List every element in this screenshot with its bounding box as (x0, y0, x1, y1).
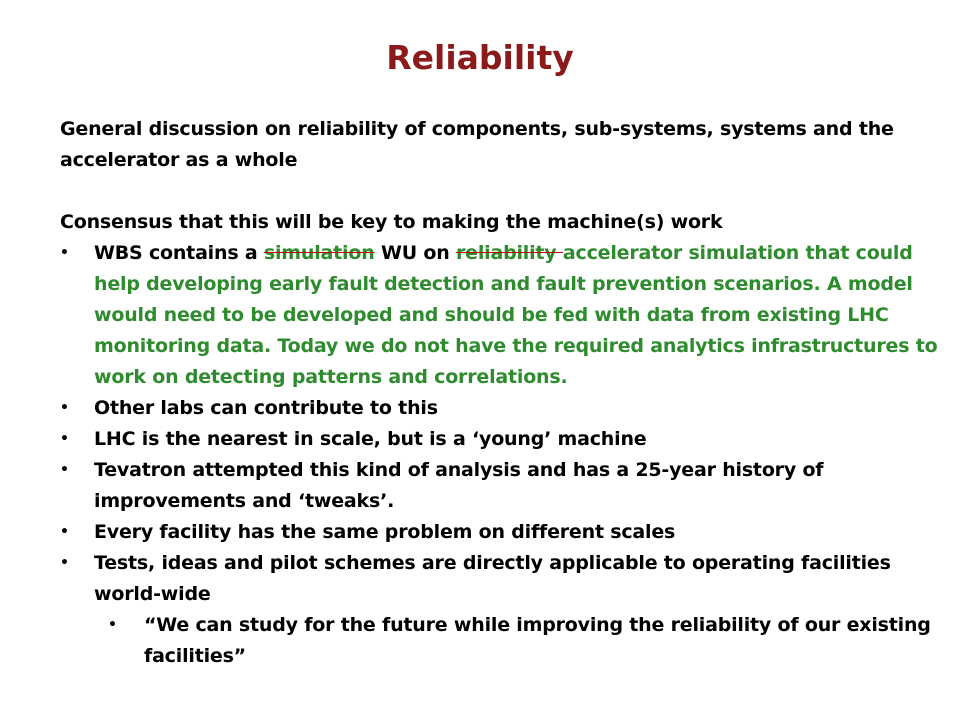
bullet-icon: • (60, 245, 69, 261)
list-item (60, 424, 940, 455)
bullet-icon: • (108, 617, 117, 633)
list-item-text: Every facility has the same problem on different scales (94, 521, 676, 543)
bullet-icon: • (60, 431, 69, 447)
slide-title: Reliability (386, 38, 574, 77)
list-item (60, 517, 940, 548)
list-item-wbs (60, 238, 940, 393)
list-item-text: Other labs can contribute to this (94, 397, 438, 419)
bullet-icon: • (60, 524, 69, 540)
list-item-text: Tests, ideas and pilot schemes are directly applicable to operating facilities world-wide (94, 552, 891, 605)
bullet-icon: • (60, 400, 69, 416)
list-item (60, 393, 940, 424)
struck-text-reliability: reliability (455, 242, 563, 264)
sub-list-item (60, 610, 940, 672)
bullet-list (60, 238, 940, 672)
bullet-icon: • (60, 462, 69, 478)
sub-list-item-text: “We can study for the future while improving the reliability of our existing facilities” (144, 614, 931, 667)
intro-paragraph: General discussion on reliability of components, sub-systems, systems and the accelerator as a whole (60, 118, 894, 171)
list-item (60, 548, 940, 610)
list-item-text: LHC is the nearest in scale, but is a ‘young’ machine (94, 428, 647, 450)
slide-content (60, 114, 940, 672)
list-item (60, 455, 940, 517)
wbs-text-1: WBS contains a (94, 242, 264, 264)
bullet-icon: • (60, 555, 69, 571)
consensus-paragraph: Consensus that this will be key to making the machine(s) work (60, 211, 723, 233)
paragraph-gap (60, 176, 940, 207)
wbs-green-text: accelerator simulation that could help developing early fault detection and fault prevention scenarios. A model would need to be developed and should be fed with data from existing LHC monitoring data. Today we do not have the required analytics infrastructures to work on detecting patterns and correlations. (94, 242, 938, 388)
struck-text-simulation: simulation (263, 242, 375, 264)
wbs-text-2: WU on (374, 242, 456, 264)
list-item-text: Tevatron attempted this kind of analysis and has a 25-year history of improvements and ‘tweaks’. (94, 459, 824, 512)
